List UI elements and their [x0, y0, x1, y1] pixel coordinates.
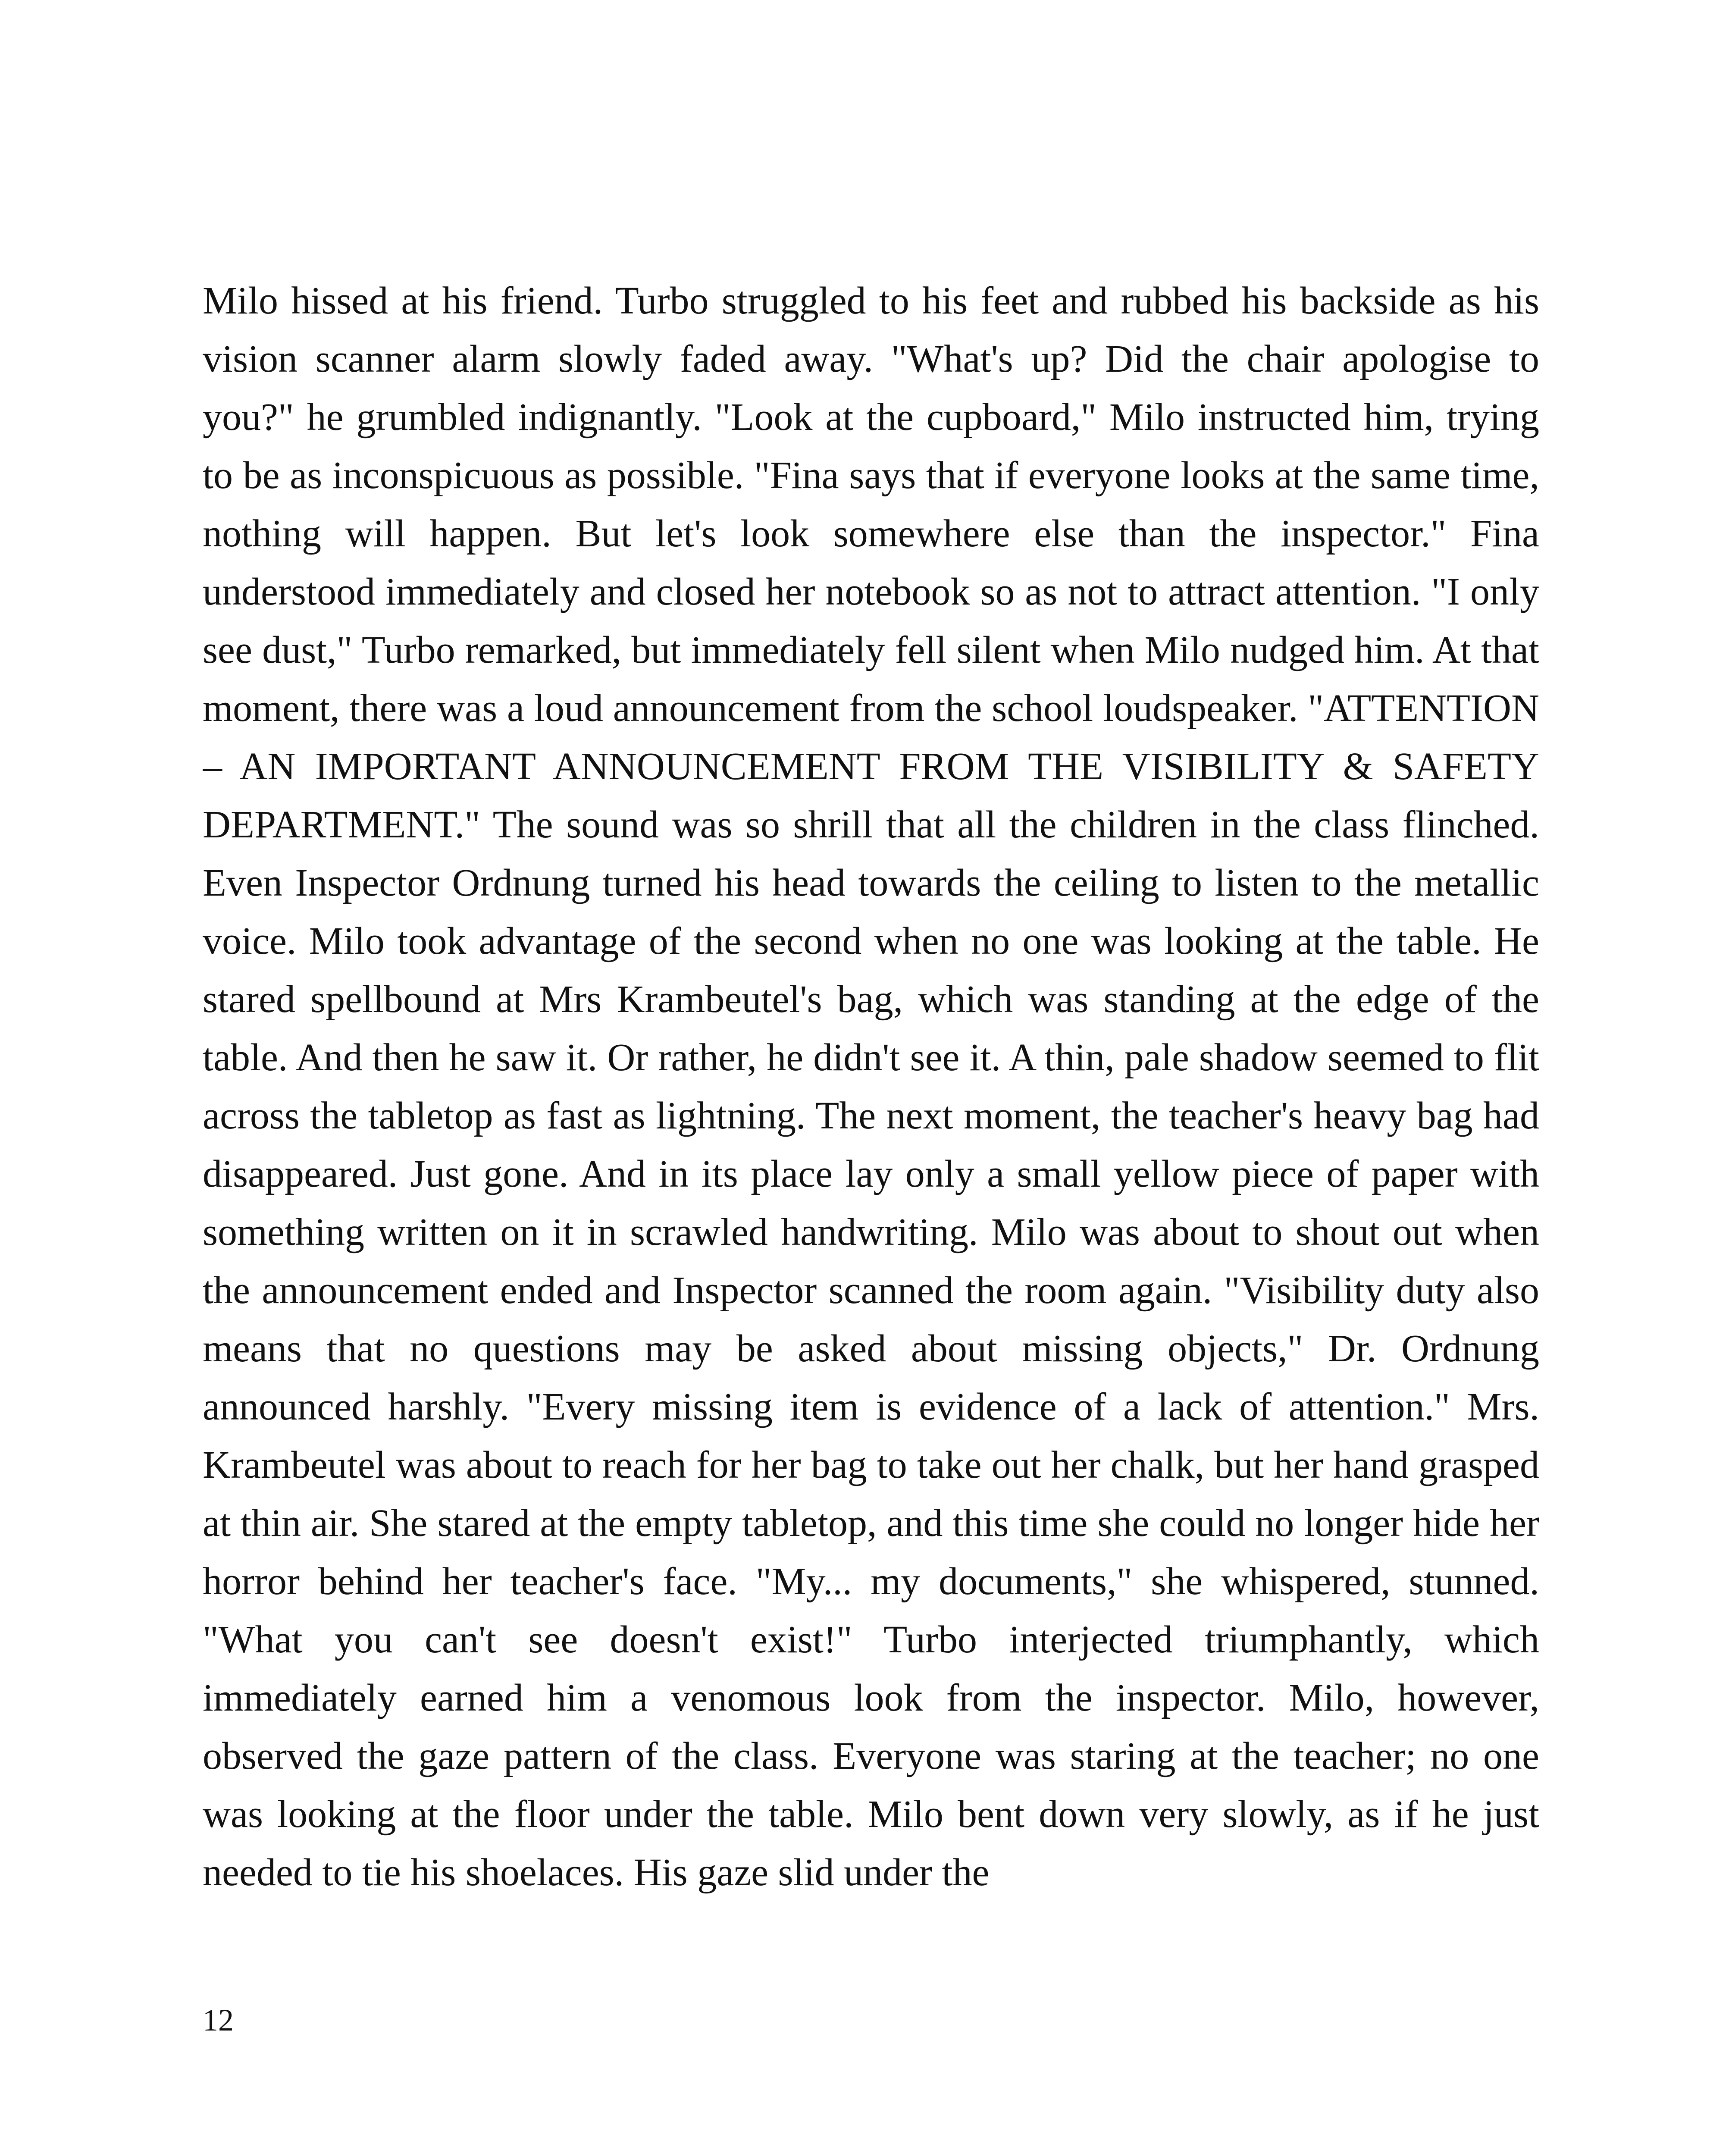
body-text: Milo hissed at his friend. Turbo struggled to his feet and rubbed his backside as his vision scanner alarm slowly faded away. "What's up? Did the chair apologise to you?" he grumbled indignantly. "Look at the cupboard," Milo instructed him, trying to be as inconspicuous as possible. "Fina says that if everyone looks at the same time, nothing will happen. But let's look somewhere else than the inspector." Fina understood immediately and closed her notebook so as not to attract attention. "I only see dust," Turbo remarked, but immediately fell silent when Milo nudged him. At that moment, there was a loud announcement from the school loudspeaker. "ATTENTION – AN IMPORTANT ANNOUNCEMENT FROM THE VISIBILITY & SAFETY DEPARTMENT." The sound was so shrill that all the children in the class flinched. Even Inspector Ordnung turned his head towards the ceiling to listen to the metallic voice. Milo took advantage of the second when no one was looking at the table. He stared spellbound at Mrs Krambeutel's bag, which was standing at the edge of the table. And then he saw it. Or rather, he didn't see it. A thin, pale shadow seemed to flit across the tabletop as fast as lightning. The next moment, the teacher's heavy bag had disappeared. Just gone. And in its place lay only a small yellow piece of paper with something written on it in scrawled handwriting. Milo was about to shout out when the announcement ended and Inspector scanned the room again. "Visibility duty also means that no questions may be asked about missing objects," Dr. Ordnung announced harshly. "Every missing item is evidence of a lack of attention." Mrs. Krambeutel was about to reach for her bag to take out her chalk, but her hand grasped at thin air. She stared at the empty tabletop, and this time she could no longer hide her horror behind her teacher's face. "My... my documents," she whispered, stunned. "What you can't see doesn't exist!" Turbo interjected triumphantly, which immediately earned him a venomous look from the inspector. Milo, however, observed the gaze pattern of the class. Everyone was staring at the teacher; no one was looking at the floor under the table. Milo bent down very slowly, as if he just needed to tie his shoelaces. His gaze slid under the — [203, 279, 1539, 1894]
page-number: 12 — [203, 2003, 234, 2037]
